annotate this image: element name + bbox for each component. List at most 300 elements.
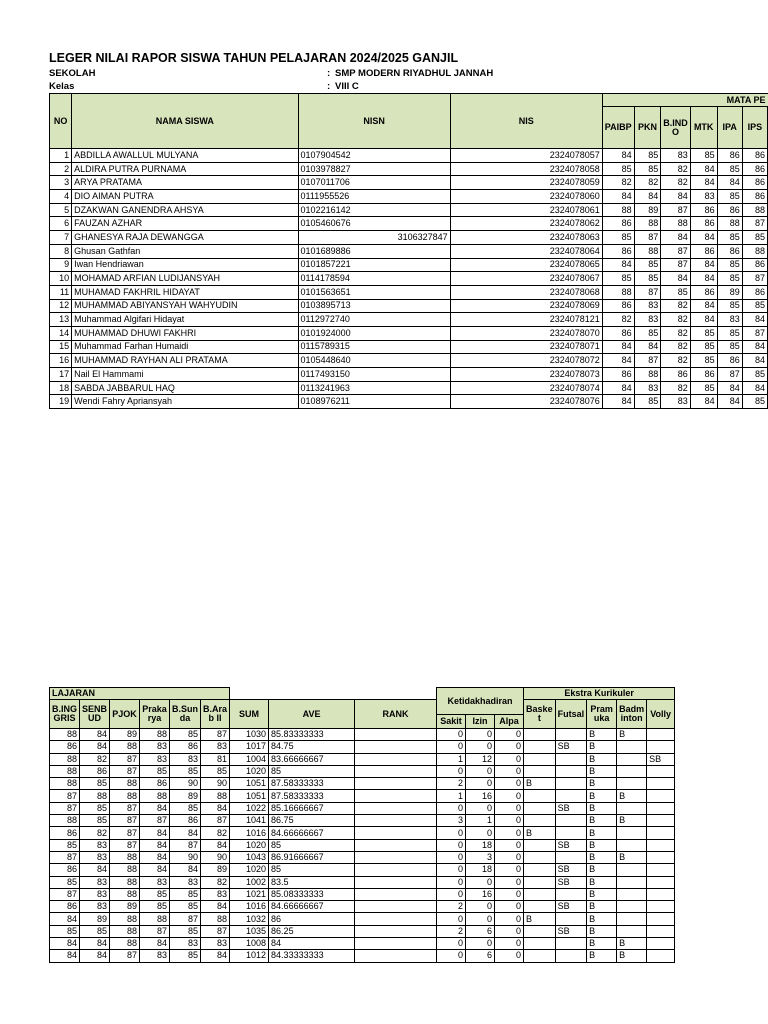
col-nama: NAMA SISWA [72, 94, 298, 149]
table-row [50, 299, 768, 313]
table-cell: 84 [80, 864, 110, 876]
table-cell: 88 [742, 244, 767, 258]
table-cell: B [587, 827, 617, 839]
table-cell: 83 [201, 888, 230, 900]
table-cell: 0 [437, 741, 466, 753]
table-cell: 84 [140, 827, 170, 839]
table-cell: 84 [661, 231, 691, 245]
table-cell [555, 790, 587, 802]
table-cell: 84 [80, 938, 110, 950]
table-cell [647, 888, 675, 900]
table-cell: 2324078121 [450, 313, 602, 327]
table-cell: 16 [466, 790, 495, 802]
table-cell: 84 [717, 176, 742, 190]
table-cell: 85 [269, 864, 355, 876]
table-cell: B [587, 938, 617, 950]
table-cell: 85 [742, 395, 767, 409]
table-cell [524, 950, 556, 962]
table-cell: 85 [634, 162, 661, 176]
table-cell: 84 [80, 741, 110, 753]
table-cell [647, 815, 675, 827]
table-cell: 13 [50, 313, 72, 327]
table-cell [647, 950, 675, 962]
class-colon: : [327, 81, 331, 92]
table-cell [524, 741, 556, 753]
table-cell [617, 888, 647, 900]
table-cell: 84 [50, 938, 80, 950]
table-cell: 86 [742, 162, 767, 176]
table-cell: B [587, 925, 617, 937]
table-cell: 85 [170, 729, 201, 741]
table-cell: 87 [634, 231, 661, 245]
col-paibp: PAIBP [602, 107, 634, 149]
table-cell: SB [647, 753, 675, 765]
table-cell: 83 [80, 839, 110, 851]
table-cell [617, 864, 647, 876]
table-cell: 0103895713 [298, 299, 450, 313]
table-row [50, 950, 675, 962]
table-cell [355, 741, 437, 753]
table-cell: 2324078067 [450, 272, 602, 286]
table-cell: 87 [661, 203, 691, 217]
table-cell: 86 [50, 827, 80, 839]
table-cell: 84.33333333 [269, 950, 355, 962]
table-cell: 83 [140, 753, 170, 765]
table-cell: 86 [80, 765, 110, 777]
table-cell: 84 [140, 839, 170, 851]
table-cell [647, 925, 675, 937]
table-cell: 6 [466, 925, 495, 937]
table-cell: 86 [742, 285, 767, 299]
table-cell: 6 [50, 217, 72, 231]
col-volly: Volly [647, 700, 675, 729]
table-cell: 85 [634, 149, 661, 163]
table-cell: Iwan Hendriawan [72, 258, 298, 272]
table-cell: B [524, 778, 556, 790]
table-cell: 87 [634, 285, 661, 299]
table-cell: 87 [201, 925, 230, 937]
table-cell [355, 913, 437, 925]
table-cell: 88 [602, 203, 634, 217]
table-cell: 2 [50, 162, 72, 176]
table-row [50, 162, 768, 176]
table-row [50, 217, 768, 231]
table-cell [555, 815, 587, 827]
table-cell: 11 [50, 285, 72, 299]
table-cell: 85 [80, 802, 110, 814]
table-cell [617, 913, 647, 925]
table-cell: 0 [437, 950, 466, 962]
table-cell: DZAKWAN GANENDRA AHSYA [72, 203, 298, 217]
table-cell: 85 [602, 231, 634, 245]
table-cell: 0 [495, 790, 524, 802]
table-cell: 7 [50, 231, 72, 245]
table-cell [617, 778, 647, 790]
table-cell: 12 [466, 753, 495, 765]
table-cell: 89 [80, 913, 110, 925]
grades-table-main [49, 93, 768, 409]
table-cell: 85 [634, 272, 661, 286]
table-cell: 0 [437, 913, 466, 925]
ekstra-header: Ekstra Kurikuler [524, 688, 675, 700]
table-cell: 1020 [230, 864, 269, 876]
table-cell: 90 [201, 851, 230, 863]
table-cell: 0 [466, 765, 495, 777]
class-value: VIII C [335, 81, 359, 92]
table-cell: 85 [602, 162, 634, 176]
table-cell: 90 [170, 851, 201, 863]
table-cell: 84 [50, 950, 80, 962]
table-cell: 87 [201, 815, 230, 827]
table-cell: 84 [634, 340, 661, 354]
table-cell: 0 [495, 778, 524, 790]
table-cell: MUHAMMAD ABIYANSYAH WAHYUDIN [72, 299, 298, 313]
table-cell: 87 [661, 244, 691, 258]
table-cell: 84 [690, 299, 717, 313]
table-cell: 0113241963 [298, 381, 450, 395]
table-cell: 87.58333333 [269, 778, 355, 790]
table-cell: 83 [170, 938, 201, 950]
table-cell: B [587, 790, 617, 802]
table-cell: 84 [602, 381, 634, 395]
table-cell: 84 [742, 340, 767, 354]
table-cell [555, 913, 587, 925]
table-row [50, 765, 675, 777]
table-cell: 10 [50, 272, 72, 286]
table-cell: 82 [661, 162, 691, 176]
table-cell: 85 [717, 231, 742, 245]
table-cell: 86 [50, 864, 80, 876]
table-cell: 88 [50, 765, 80, 777]
table-cell: 0 [495, 938, 524, 950]
table-cell: 0 [437, 765, 466, 777]
table-cell: 85 [717, 258, 742, 272]
table-cell: 84 [717, 381, 742, 395]
table-cell: MUHAMMAD RAYHAN ALI PRATAMA [72, 354, 298, 368]
table-cell: 85 [634, 258, 661, 272]
table-cell: 83 [634, 381, 661, 395]
table-cell: 82 [80, 753, 110, 765]
table-row [50, 815, 675, 827]
table-row [50, 827, 675, 839]
table-cell: 84 [690, 272, 717, 286]
table-cell: 88 [110, 741, 140, 753]
table-cell: 1 [437, 753, 466, 765]
table-row [50, 381, 768, 395]
col-senbud: SENB UD [80, 700, 110, 729]
table-cell: 89 [717, 285, 742, 299]
col-izin: Izin [466, 715, 495, 729]
table-cell: 84 [661, 272, 691, 286]
table-cell: 3 [466, 851, 495, 863]
table-cell: 1035 [230, 925, 269, 937]
grades-table-continued [49, 687, 675, 963]
class-label: Kelas [49, 81, 75, 92]
table-cell: 86 [602, 299, 634, 313]
table-cell: 0 [466, 901, 495, 913]
table-row [50, 395, 768, 409]
table-cell: 84 [602, 258, 634, 272]
table-cell: 87 [110, 802, 140, 814]
table-cell: 83 [170, 753, 201, 765]
table-cell: 0 [495, 741, 524, 753]
table-cell: 85 [50, 876, 80, 888]
table-cell: 1051 [230, 778, 269, 790]
table-cell: 0 [495, 901, 524, 913]
table-cell: 85 [690, 340, 717, 354]
table-cell [647, 876, 675, 888]
table-row [50, 354, 768, 368]
col-pkn: PKN [634, 107, 661, 149]
table-row [50, 340, 768, 354]
table-cell: 84.75 [269, 741, 355, 753]
table-cell [524, 790, 556, 802]
table-cell: 0 [495, 815, 524, 827]
table-cell: 83 [201, 938, 230, 950]
table-cell: 0 [437, 864, 466, 876]
table-cell [647, 938, 675, 950]
table-cell: 86 [140, 778, 170, 790]
table-cell: 3 [437, 815, 466, 827]
table-cell: 87 [717, 368, 742, 382]
table-cell: 0 [495, 876, 524, 888]
table-cell: B [617, 950, 647, 962]
table-cell: 84 [690, 231, 717, 245]
table-row [50, 244, 768, 258]
table-cell: 88 [110, 790, 140, 802]
table-cell: 0 [437, 888, 466, 900]
table-cell [555, 827, 587, 839]
table-cell: 83 [201, 741, 230, 753]
table-cell: 86 [717, 149, 742, 163]
table-cell: ABDILLA AWALLUL MULYANA [72, 149, 298, 163]
table-cell: 0115789315 [298, 340, 450, 354]
table-cell: 9 [50, 258, 72, 272]
table-cell: 84 [690, 162, 717, 176]
col-mtk: MTK [690, 107, 717, 149]
table-cell: 0 [437, 839, 466, 851]
school-value: SMP MODERN RIYADHUL JANNAH [335, 68, 494, 79]
table-cell: FAUZAN AZHAR [72, 217, 298, 231]
table-cell: 4 [50, 190, 72, 204]
table-cell: 2 [437, 901, 466, 913]
table-cell [555, 938, 587, 950]
col-bsunda: B.Sun da [170, 700, 201, 729]
table-row [50, 326, 768, 340]
table-cell: 0111955526 [298, 190, 450, 204]
table-cell: 87 [742, 217, 767, 231]
table-cell: B [587, 876, 617, 888]
school-label: SEKOLAH [49, 68, 96, 79]
table-cell: GHANESYA RAJA DEWANGGA [72, 231, 298, 245]
table-cell: 87 [140, 925, 170, 937]
table-cell: 0101924000 [298, 326, 450, 340]
table-cell: B [617, 851, 647, 863]
col-bindo: B.IND O [661, 107, 691, 149]
table-cell: 88 [110, 778, 140, 790]
table-cell: 85 [80, 815, 110, 827]
table-cell [647, 790, 675, 802]
table-cell: B [587, 950, 617, 962]
col-ave: AVE [269, 700, 355, 729]
table-cell [647, 765, 675, 777]
table-cell: 1041 [230, 815, 269, 827]
table-cell: SB [555, 839, 587, 851]
table-cell [555, 753, 587, 765]
table-cell: 0105448640 [298, 354, 450, 368]
subject-group-header-2: LAJARAN [50, 688, 230, 700]
table-cell: Nail El Hammami [72, 368, 298, 382]
table-cell: 85 [170, 802, 201, 814]
table-cell: 0 [495, 950, 524, 962]
table-cell: 88 [110, 925, 140, 937]
table-cell: 86 [742, 190, 767, 204]
table-cell: 86 [50, 741, 80, 753]
table-cell: Ghusan Gathfan [72, 244, 298, 258]
table-cell: 84 [717, 395, 742, 409]
table-cell: B [587, 802, 617, 814]
table-cell [617, 753, 647, 765]
table-cell: B [587, 741, 617, 753]
table-cell: 88 [50, 778, 80, 790]
table-cell: 84 [170, 827, 201, 839]
table-cell: 14 [50, 326, 72, 340]
table-cell: 85 [170, 901, 201, 913]
table-cell: 83 [80, 901, 110, 913]
table-cell: 87 [110, 839, 140, 851]
table-cell: 86 [690, 217, 717, 231]
table-cell: 16 [466, 888, 495, 900]
table-cell [524, 925, 556, 937]
table-cell [524, 802, 556, 814]
table-cell: 86 [717, 354, 742, 368]
table-cell: 2324078071 [450, 340, 602, 354]
table-cell: 86 [742, 176, 767, 190]
table-cell: 84 [140, 938, 170, 950]
table-cell: 82 [661, 326, 691, 340]
table-cell: 88 [201, 790, 230, 802]
table-cell: 88 [140, 913, 170, 925]
table-cell: 82 [602, 313, 634, 327]
table-row [50, 272, 768, 286]
table-row [50, 285, 768, 299]
table-cell [524, 815, 556, 827]
table-cell: 1 [50, 149, 72, 163]
table-cell: 84.66666667 [269, 827, 355, 839]
table-cell: 85 [717, 326, 742, 340]
table-cell: 88 [110, 876, 140, 888]
table-cell: 82 [661, 354, 691, 368]
table-cell: DIO AIMAN PUTRA [72, 190, 298, 204]
table-cell: B [587, 778, 617, 790]
table-cell: 0101689886 [298, 244, 450, 258]
table-cell: 2324078059 [450, 176, 602, 190]
table-cell: 82 [661, 313, 691, 327]
table-cell: 1032 [230, 913, 269, 925]
table-cell: B [587, 765, 617, 777]
table-cell [355, 827, 437, 839]
table-cell: 87 [50, 888, 80, 900]
table-cell: 2324078068 [450, 285, 602, 299]
table-row [50, 790, 675, 802]
page-title: LEGER NILAI RAPOR SISWA TAHUN PELAJARAN 2024/2025 GANJIL [49, 51, 459, 65]
table-cell: 88 [110, 888, 140, 900]
table-cell: 0 [466, 778, 495, 790]
table-cell: 86 [602, 244, 634, 258]
table-cell [524, 839, 556, 851]
table-cell: 0 [466, 876, 495, 888]
table-cell [647, 913, 675, 925]
table-cell: Muhammad Algifari Hidayat [72, 313, 298, 327]
table-cell: 87 [742, 272, 767, 286]
table-cell: 84 [602, 340, 634, 354]
table-cell: 0107904542 [298, 149, 450, 163]
table-cell: 84 [201, 950, 230, 962]
table-cell: 86 [661, 368, 691, 382]
table-cell: 0 [495, 765, 524, 777]
table-cell: 0 [495, 851, 524, 863]
table-cell: 82 [661, 381, 691, 395]
table-cell: 83 [140, 950, 170, 962]
table-cell: B [524, 913, 556, 925]
table-cell: 82 [634, 176, 661, 190]
table-cell: 88 [50, 729, 80, 741]
table-cell: SB [555, 741, 587, 753]
table-cell: 83.5 [269, 876, 355, 888]
table-cell [555, 778, 587, 790]
table-cell: 1021 [230, 888, 269, 900]
table-cell: 85 [170, 888, 201, 900]
table-cell [524, 864, 556, 876]
table-cell: 83.66666667 [269, 753, 355, 765]
table-cell: 1008 [230, 938, 269, 950]
table-cell: 86 [742, 149, 767, 163]
table-cell: 84 [742, 313, 767, 327]
table-cell: 86.75 [269, 815, 355, 827]
table-row [50, 741, 675, 753]
subject-group-header: MATA PE [602, 94, 767, 107]
table-cell: 85 [690, 326, 717, 340]
table-cell: 83 [634, 313, 661, 327]
table-cell: 82 [661, 340, 691, 354]
table-row [50, 839, 675, 851]
table-cell: 84 [50, 913, 80, 925]
table-cell: 81 [201, 753, 230, 765]
col-alpa: Alpa [495, 715, 524, 729]
table-cell: 85 [717, 272, 742, 286]
table-cell [555, 765, 587, 777]
table-cell: 88 [634, 244, 661, 258]
table-cell: 90 [201, 778, 230, 790]
table-cell: 1012 [230, 950, 269, 962]
col-pramuka: Pram uka [587, 700, 617, 729]
table-cell: 2324078063 [450, 231, 602, 245]
table-cell: 83 [80, 876, 110, 888]
table-cell [355, 864, 437, 876]
table-cell: B [587, 729, 617, 741]
table-cell: 88 [110, 913, 140, 925]
table-cell: 88 [634, 368, 661, 382]
table-cell: 88 [717, 217, 742, 231]
table-cell: 85 [201, 765, 230, 777]
table-cell: 1020 [230, 839, 269, 851]
table-cell: SB [555, 802, 587, 814]
table-cell: 89 [201, 864, 230, 876]
table-cell: MUHAMMAD DHUWI FAKHRI [72, 326, 298, 340]
table-cell [647, 839, 675, 851]
table-cell: B [587, 753, 617, 765]
table-cell: 88 [80, 790, 110, 802]
